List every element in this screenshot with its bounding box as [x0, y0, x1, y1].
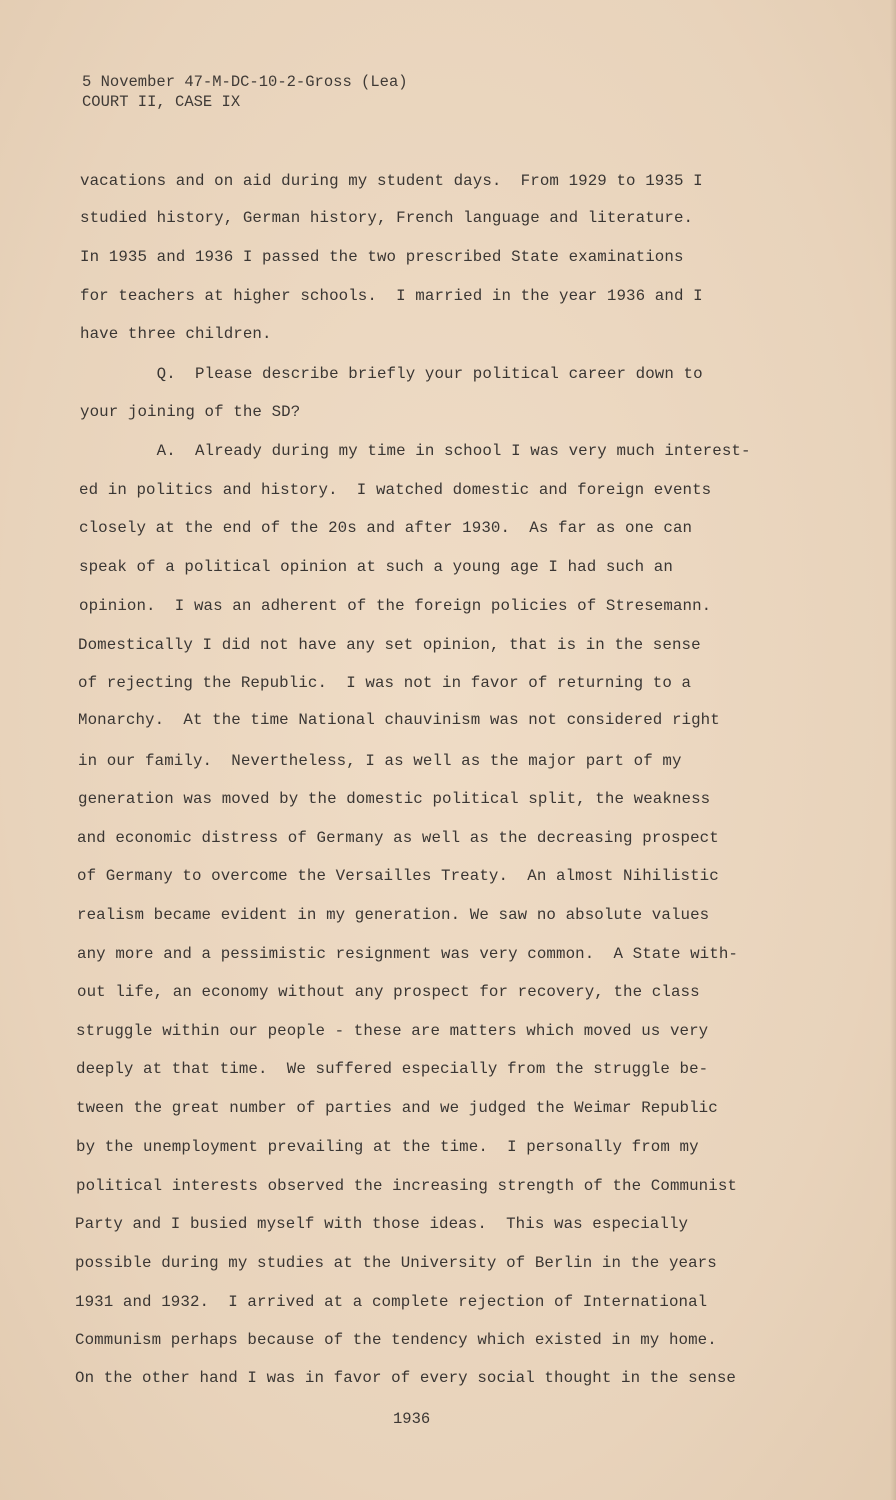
body-line: of Germany to overcome the Versailles Treaty. An almost Nihilistic [77, 867, 719, 885]
body-line: possible during my studies at the University of Berlin in the years [75, 1254, 717, 1272]
body-line: of rejecting the Republic. I was not in favor of returning to a [78, 674, 692, 692]
body-line: speak of a political opinion at such a young age I had such an [79, 558, 673, 576]
page-number: 1936 [393, 1410, 431, 1428]
body-line: for teachers at higher schools. I married in the year 1936 and I [80, 287, 703, 305]
body-line: your joining of the SD? [80, 403, 301, 421]
body-line: studied history, German history, French language and literature. [80, 209, 694, 227]
body-line: out life, an economy without any prospect for recovery, the class [77, 983, 700, 1001]
body-line: Monarchy. At the time National chauvinism was not considered right [78, 711, 720, 729]
body-line: Domestically I did not have any set opinion, that is in the sense [78, 636, 701, 654]
body-line: closely at the end of the 20s and after 1930. As far as one can [79, 519, 693, 537]
body-line: vacations and on aid during my student days. From 1929 to 1935 I [80, 172, 703, 190]
body-line: tween the great number of parties and we judged the Weimar Republic [76, 1099, 718, 1117]
body-line: by the unemployment prevailing at the time. I personally from my [76, 1138, 699, 1156]
body-line: In 1935 and 1936 I passed the two prescribed State examinations [80, 248, 684, 266]
body-line: On the other hand I was in favor of every social thought in the sense [75, 1369, 736, 1387]
page-edge-shadow [890, 0, 896, 1500]
header-line-court-case: COURT II, CASE IX [82, 93, 241, 111]
body-line: realism became evident in my generation. We saw no absolute values [77, 906, 710, 924]
body-line: generation was moved by the domestic political split, the weakness [78, 790, 711, 808]
body-line: political interests observed the increasing strength of the Communist [76, 1177, 737, 1195]
body-line: Q. Please describe briefly your political career down to [80, 365, 703, 383]
document-header [82, 72, 408, 112]
body-line: ed in politics and history. I watched domestic and foreign events [79, 481, 712, 499]
body-line: opinion. I was an adherent of the foreign policies of Stresemann. [79, 597, 712, 615]
body-line: any more and a pessimistic resignment was very common. A State with- [77, 945, 738, 963]
body-line: and economic distress of Germany as well as the decreasing prospect [77, 829, 719, 847]
body-line: have three children. [80, 325, 272, 343]
body-line: deeply at that time. We suffered especially from the struggle be- [76, 1060, 709, 1078]
body-line: in our family. Nevertheless, I as well as the major part of my [78, 752, 682, 770]
body-line: struggle within our people - these are matters which moved us very [76, 1022, 709, 1040]
body-line: Party and I busied myself with those ideas. This was especially [75, 1215, 689, 1233]
body-line: 1931 and 1932. I arrived at a complete rejection of International [75, 1293, 708, 1311]
body-line: Communism perhaps because of the tendency which existed in my home. [75, 1331, 717, 1349]
header-line-date-reference: 5 November 47-M-DC-10-2-Gross (Lea) [82, 73, 408, 91]
body-line: A. Already during my time in school I was very much interest- [80, 442, 751, 460]
